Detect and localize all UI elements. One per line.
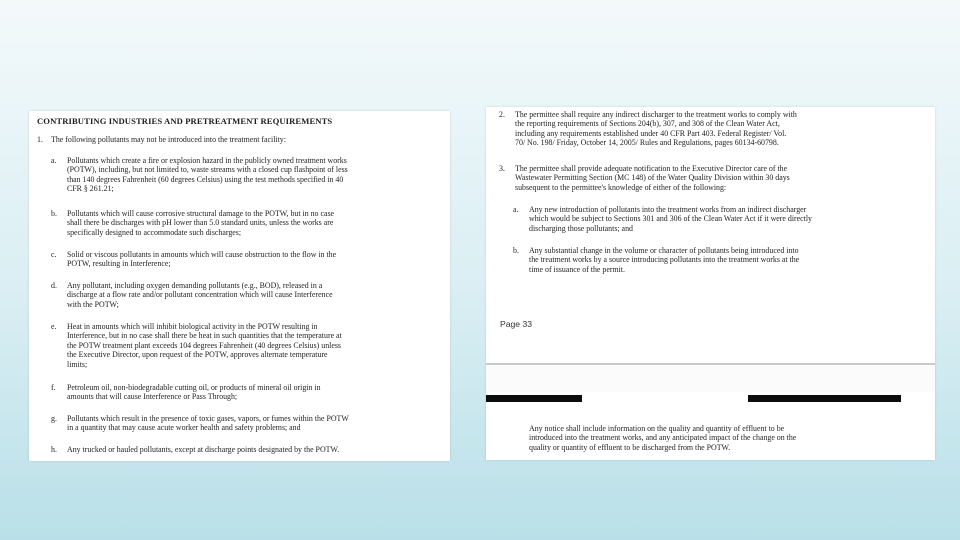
list-item-text: Any new introduction of pollutants into the treatment works from an indirect discharger which would be subject to Sections 301 and 306 of the Clean Water Act if it were directly discharging those pollutants; and [529, 205, 812, 233]
page-number: Page 33 [500, 319, 533, 329]
page-break-gap [486, 365, 935, 392]
list-marker: 2. [499, 110, 505, 119]
list-item-text: The following pollutants may not be introduced into the treatment facility: [51, 135, 286, 144]
list-item-text: Heat in amounts which will inhibit biological activity in the POTW resulting in Interference, but in no case shall there be heat in such quantities that the temperature at the POTW treatment plant exceeds 104 degrees Fahrenheit (40 degrees Celsius) unless the Executive Director, upon request of the POTW, approves alternate temperature limits; [67, 322, 342, 369]
list-marker: b. [513, 246, 519, 255]
list-item-text: The permittee shall provide adequate notification to the Executive Director care of the Wastewater Permitting Section (MC 148) of the Water Quality Division within 30 days subsequent to the permittee's knowledge of either of the following: [515, 164, 790, 192]
list-item-text: Pollutants which create a fire or explosion hazard in the publicly owned treatment works (POTW), including, but not limited to, waste streams with a closed cup flashpoint of less than 140 degrees Fahrenheit (60 degrees Celsius) using the test methods specified in 40 CFR § 261.21; [67, 156, 348, 194]
list-item-text: Any trucked or hauled pollutants, except at discharge points designated by the POTW. [67, 445, 340, 454]
section-heading: CONTRIBUTING INDUSTRIES AND PRETREATMENT REQUIREMENTS [37, 116, 333, 126]
redaction-bar [748, 395, 901, 402]
notice-text: Any notice shall include information on the quality and quantity of effluent to be introduced into the treatment works, and any anticipated impact of the change on the quality or quantity of effluent to be discharged from the POTW. [529, 424, 797, 452]
list-marker: 1. [37, 135, 43, 144]
list-marker: e. [51, 322, 57, 331]
list-item-text: The permittee shall require any indirect discharger to the treatment works to comply with the reporting requirements of Sections 204(b), 307, and 308 of the Clean Water Act, including any requirements established under 40 CFR Part 403. Federal Register/ Vol. 70/ No. 198/ Friday, October 14, 2005/ Rules and Regulations, pages 60134-60798. [515, 110, 797, 148]
list-marker: a. [513, 205, 519, 214]
list-item-text: Solid or viscous pollutants in amounts which will cause obstruction to the flow in the POTW, resulting in Interference; [67, 250, 337, 269]
list-marker: d. [51, 281, 57, 290]
list-marker: f. [51, 383, 56, 392]
list-marker: g. [51, 414, 57, 423]
document-page-right [486, 107, 935, 460]
list-item-text: Any substantial change in the volume or character of pollutants being introduced into the treatment works by a source introducing pollutants into the treatment works at the time of issuance of the permit. [529, 246, 800, 274]
list-marker: a. [51, 156, 57, 165]
list-item-text: Pollutants which will cause corrosive structural damage to the POTW, but in no case shall there be discharges with pH lower than 5.0 standard units, unless the works are specifically designed to accommodate such discharges; [67, 209, 335, 237]
list-item-text: Any pollutant, including oxygen demanding pollutants (e.g., BOD), released in a discharge at a flow rate and/or pollutant concentration which will cause Interference with the POTW; [67, 281, 333, 309]
list-marker: c. [51, 250, 57, 259]
redaction-bar [486, 395, 582, 402]
document-page-left [29, 111, 450, 461]
list-item-text: Petroleum oil, non-biodegradable cutting oil, or products of mineral oil origin in amounts that will cause Interference or Pass Through; [67, 383, 321, 402]
list-marker: h. [51, 445, 57, 454]
list-marker: b. [51, 209, 57, 218]
list-marker: 3. [499, 164, 505, 173]
list-item-text: Pollutants which result in the presence of toxic gases, vapors, or fumes within the POTW in a quantity that may cause acute worker health and safety problems; and [67, 414, 349, 433]
